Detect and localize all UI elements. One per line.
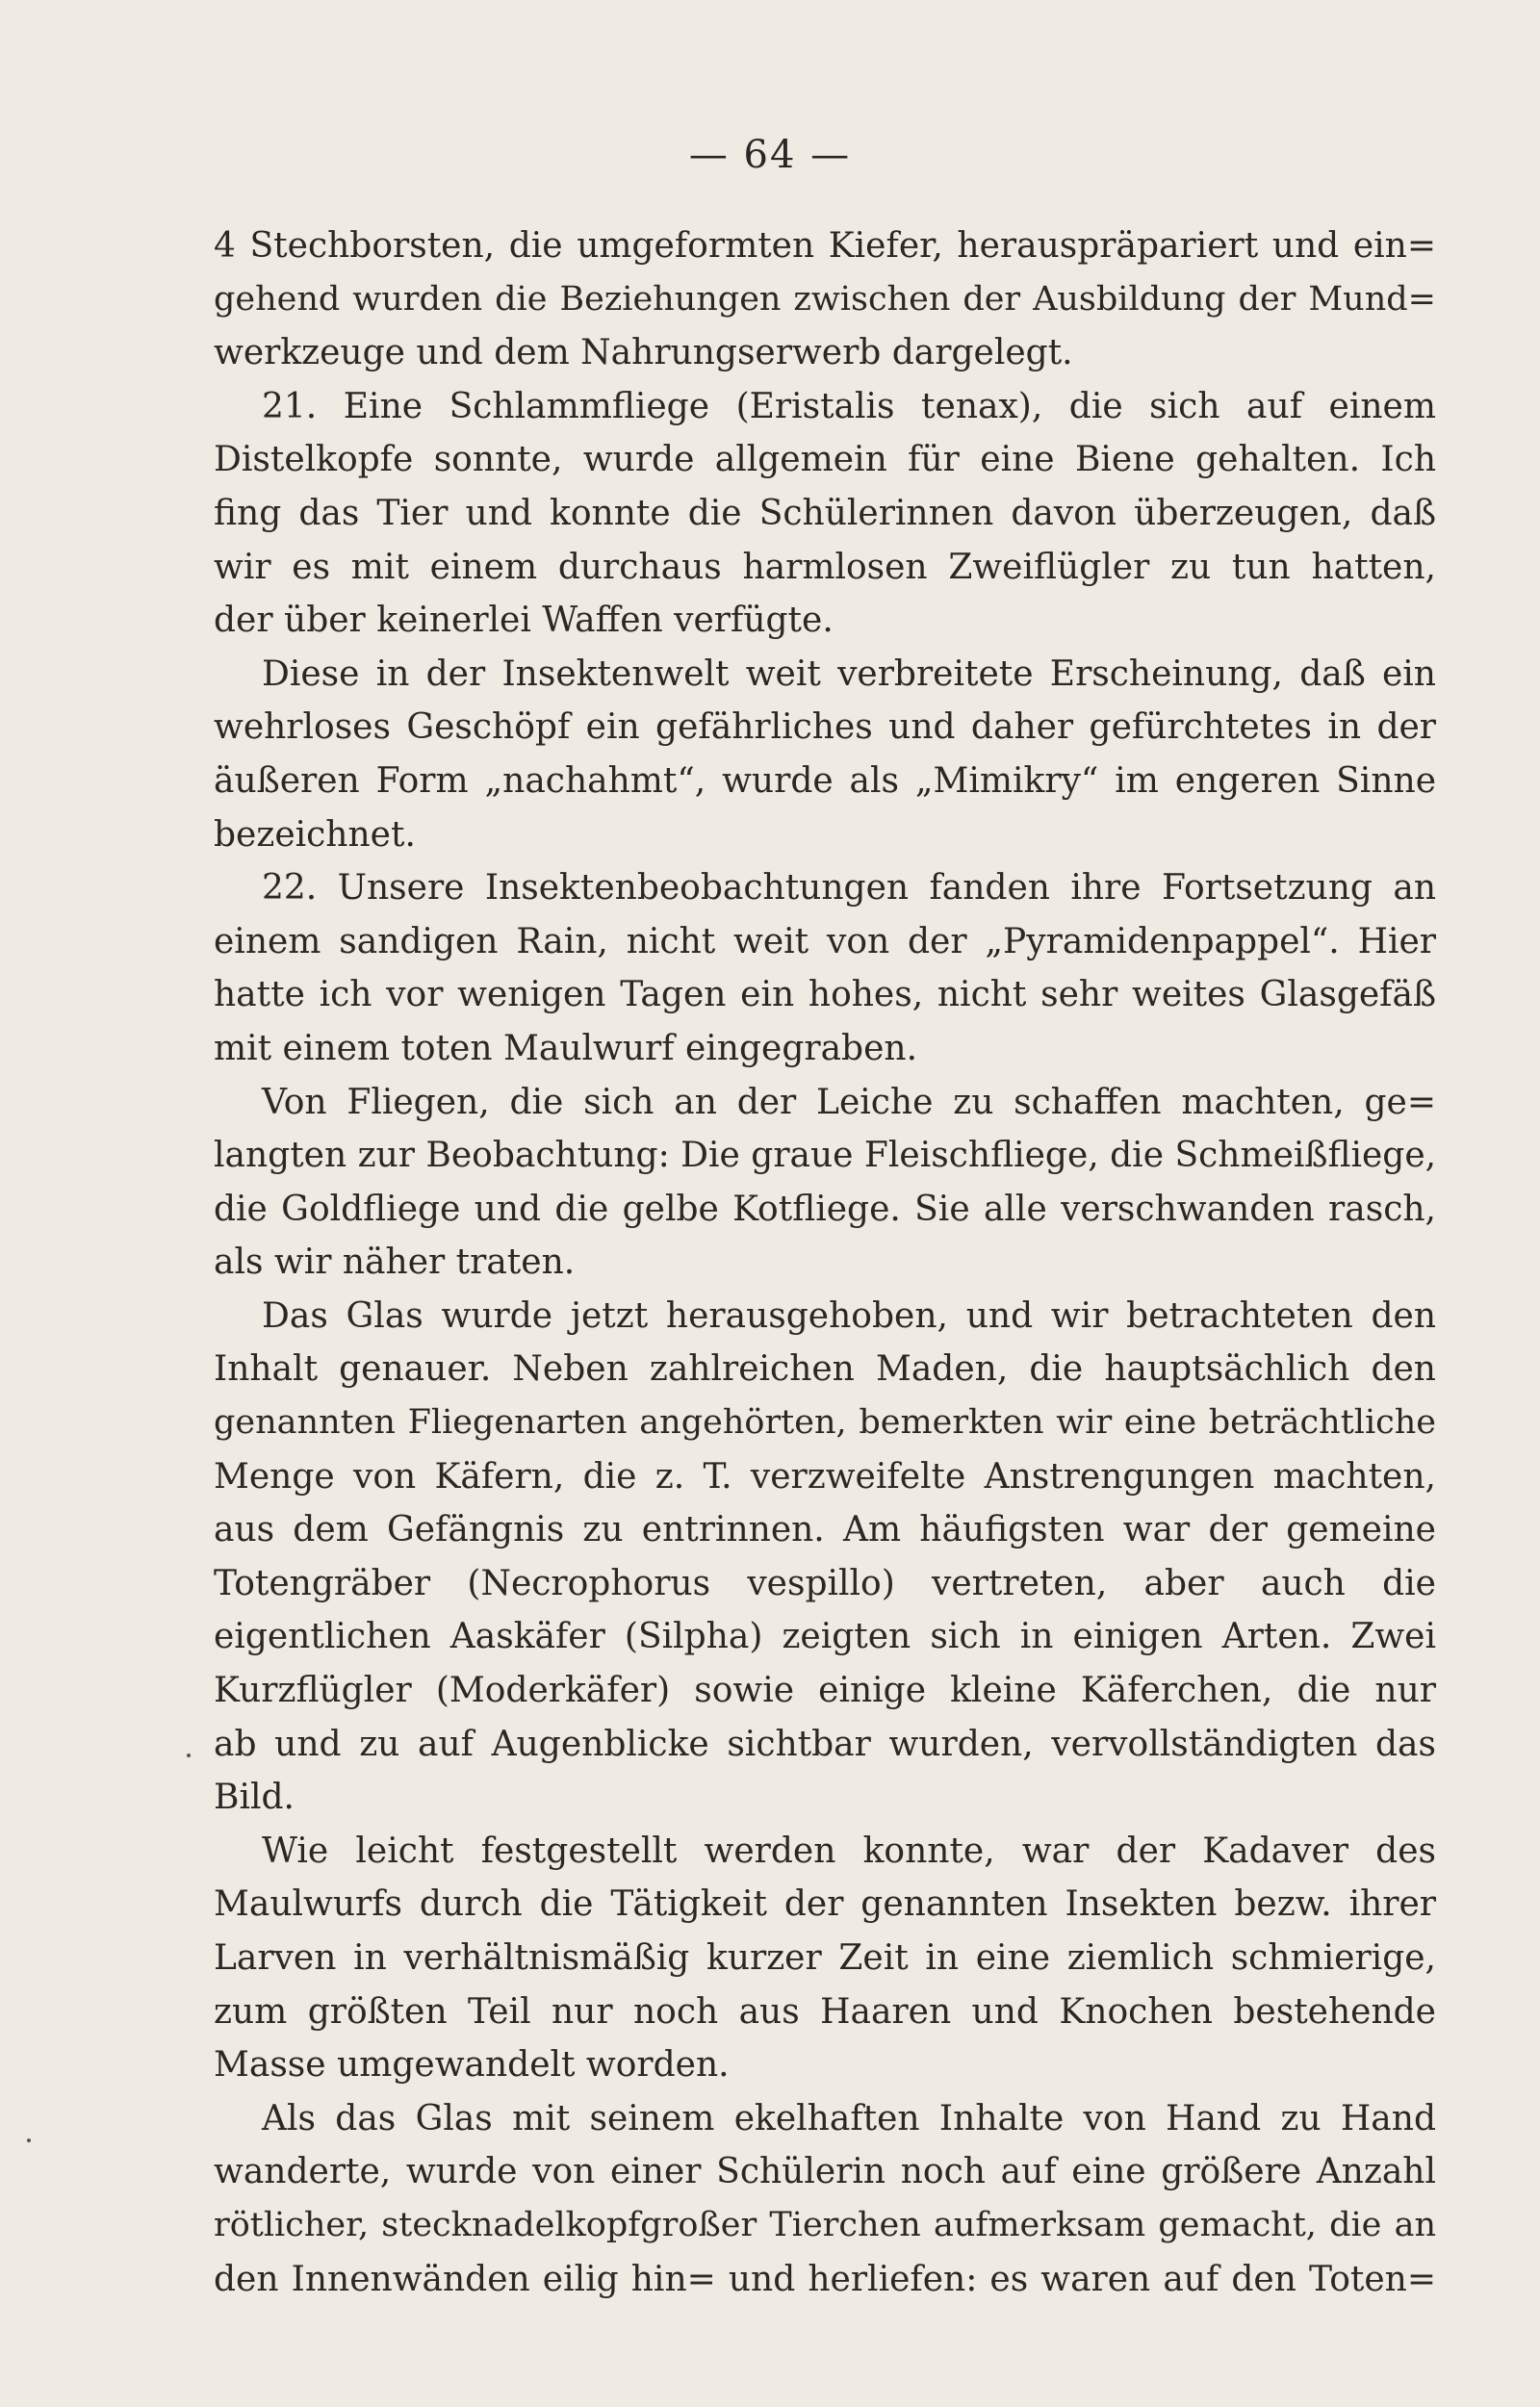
- text-line: ab und zu auf Augenblicke sichtbar wurden, vervollständigten das: [214, 1724, 1436, 1764]
- text-line: wehrloses Geschöpf ein gefährliches und daher gefürchtetes in der: [214, 707, 1436, 748]
- text-line: zum größten Teil nur noch aus Haaren und Knochen bestehende: [214, 1991, 1436, 2032]
- text-line: Maulwurfs durch die Tätigkeit der genannten Insekten bezw. ihrer: [214, 1884, 1436, 1925]
- text-line: aus dem Gefängnis zu entrinnen. Am häufigsten war der gemeine: [214, 1510, 1436, 1550]
- text-line: Diese in der Insektenwelt weit verbreitete Erscheinung, daß ein: [262, 653, 1436, 694]
- text-line: Kurzflügler (Moderkäfer) sowie einige kleine Käferchen, die nur: [214, 1671, 1436, 1711]
- text-line: äußeren Form „nachahmt“, wurde als „Mimikry“ im engeren Sinne: [214, 760, 1436, 801]
- text-line: werkzeuge und dem Nahrungserwerb dargelegt.: [214, 333, 1073, 373]
- text-line: Larven in verhältnismäßig kurzer Zeit in eine ziemlich schmierige,: [214, 1938, 1436, 1978]
- text-line: Menge von Käfern, die z. T. verzweifelte Anstrengungen machten,: [214, 1456, 1436, 1497]
- text-line: hatte ich vor wenigen Tagen ein hohes, nicht sehr weites Glasgefäß: [214, 975, 1436, 1015]
- text-line: Von Fliegen, die sich an der Leiche zu schaffen machten, ge=: [262, 1082, 1436, 1122]
- text-line: wir es mit einem durchaus harmlosen Zweiflügler zu tun hatten,: [214, 547, 1436, 587]
- text-line: Wie leicht festgestellt werden konnte, war der Kadaver des: [262, 1831, 1436, 1871]
- text-line: Als das Glas mit seinem ekelhaften Inhalte von Hand zu Hand: [262, 2098, 1436, 2138]
- text-line: rötlicher, stecknadelkopfgroßer Tierchen aufmerksam gemacht, die an: [214, 2205, 1436, 2244]
- text-line: als wir näher traten.: [214, 1242, 576, 1283]
- body-text: [214, 219, 1436, 2306]
- text-line: 21. Eine Schlammfliege (Eristalis tenax), die sich auf einem: [262, 386, 1436, 426]
- text-line: eigentlichen Aaskäfer (Silpha) zeigten sich in einigen Arten. Zwei: [214, 1617, 1436, 1657]
- text-line: Masse umgewandelt worden.: [214, 2045, 730, 2086]
- text-line: wanderte, wurde von einer Schülerin noch auf eine größere Anzahl: [214, 2152, 1436, 2192]
- text-line: die Goldfliege und die gelbe Kotfliege. Sie alle verschwanden rasch,: [214, 1189, 1436, 1229]
- text-line: fing das Tier und konnte die Schülerinnen davon überzeugen, daß: [214, 493, 1436, 533]
- text-line: Das Glas wurde jetzt herausgehoben, und wir betrachteten den: [262, 1295, 1436, 1336]
- margin-speck: [187, 1754, 191, 1757]
- text-line: der über keinerlei Waffen verfügte.: [214, 601, 834, 641]
- margin-speck: [27, 2138, 31, 2142]
- text-line: Totengräber (Necrophorus vespillo) vertreten, aber auch die: [214, 1563, 1436, 1603]
- text-line: mit einem toten Maulwurf eingegraben.: [214, 1028, 918, 1068]
- page-number: — 64 —: [688, 133, 852, 177]
- text-line: Inhalt genauer. Neben zahlreichen Maden, die hauptsächlich den: [214, 1349, 1436, 1390]
- text-line: 4 Stechborsten, die umgeformten Kiefer, herauspräpariert und ein=: [214, 226, 1436, 266]
- text-line: Distelkopfe sonnte, wurde allgemein für eine Biene gehalten. Ich: [214, 440, 1436, 480]
- text-line: genannten Fliegenarten angehörten, bemerkten wir eine beträchtliche: [214, 1403, 1436, 1443]
- text-line: 22. Unsere Insektenbeobachtungen fanden ihre Fortsetzung an: [262, 868, 1436, 909]
- text-line: gehend wurden die Beziehungen zwischen der Ausbildung der Mund=: [214, 279, 1436, 319]
- text-line: einem sandigen Rain, nicht weit von der „Pyramidenpappel“. Hier: [214, 921, 1436, 961]
- text-line: den Innenwänden eilig hin= und herliefen: es waren auf den Toten=: [214, 2259, 1436, 2299]
- text-line: Bild.: [214, 1778, 295, 1818]
- text-line: langten zur Beobachtung: Die graue Fleischfliege, die Schmeißfliege,: [214, 1136, 1437, 1176]
- text-line: bezeichnet.: [214, 814, 416, 855]
